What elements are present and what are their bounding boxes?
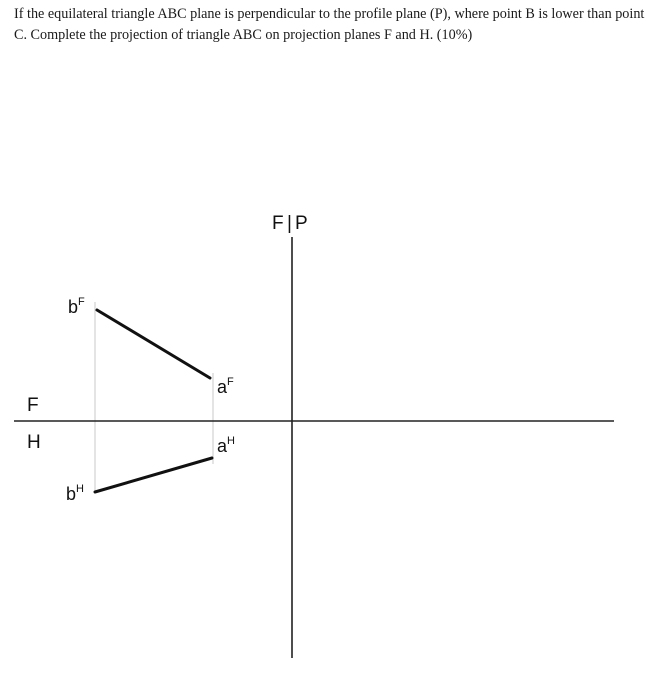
label-plane-h: H: [27, 432, 41, 453]
label-point-bh: [66, 483, 84, 504]
label-point-bf-sup: F: [78, 296, 85, 308]
label-point-ah-base: a: [217, 436, 228, 456]
edge-bf-af: [97, 310, 210, 378]
edge-bh-ah: [95, 458, 212, 492]
label-point-bf-base: b: [68, 297, 79, 317]
label-point-af: [217, 376, 234, 397]
label-point-af-base: a: [217, 377, 228, 397]
question-line-1: If the equilateral triangle ABC plane is perpendicular to the profile plane (P), where point B is lower than point: [14, 6, 645, 22]
question-line-2: C. Complete the projection of triangle ABC on projection planes F and H. (10%): [14, 27, 473, 43]
label-point-bh-base: b: [66, 484, 77, 504]
label-fp-separator: |: [287, 213, 292, 234]
label-point-bh-sup: H: [76, 483, 84, 495]
label-plane-f: F: [27, 395, 39, 416]
label-point-ah: [217, 435, 235, 456]
label-point-bf: [68, 296, 85, 317]
label-point-ah-sup: H: [227, 435, 235, 447]
label-point-af-sup: F: [227, 376, 234, 388]
label-fp-f: F: [272, 213, 284, 234]
label-fp-p: P: [295, 213, 308, 234]
